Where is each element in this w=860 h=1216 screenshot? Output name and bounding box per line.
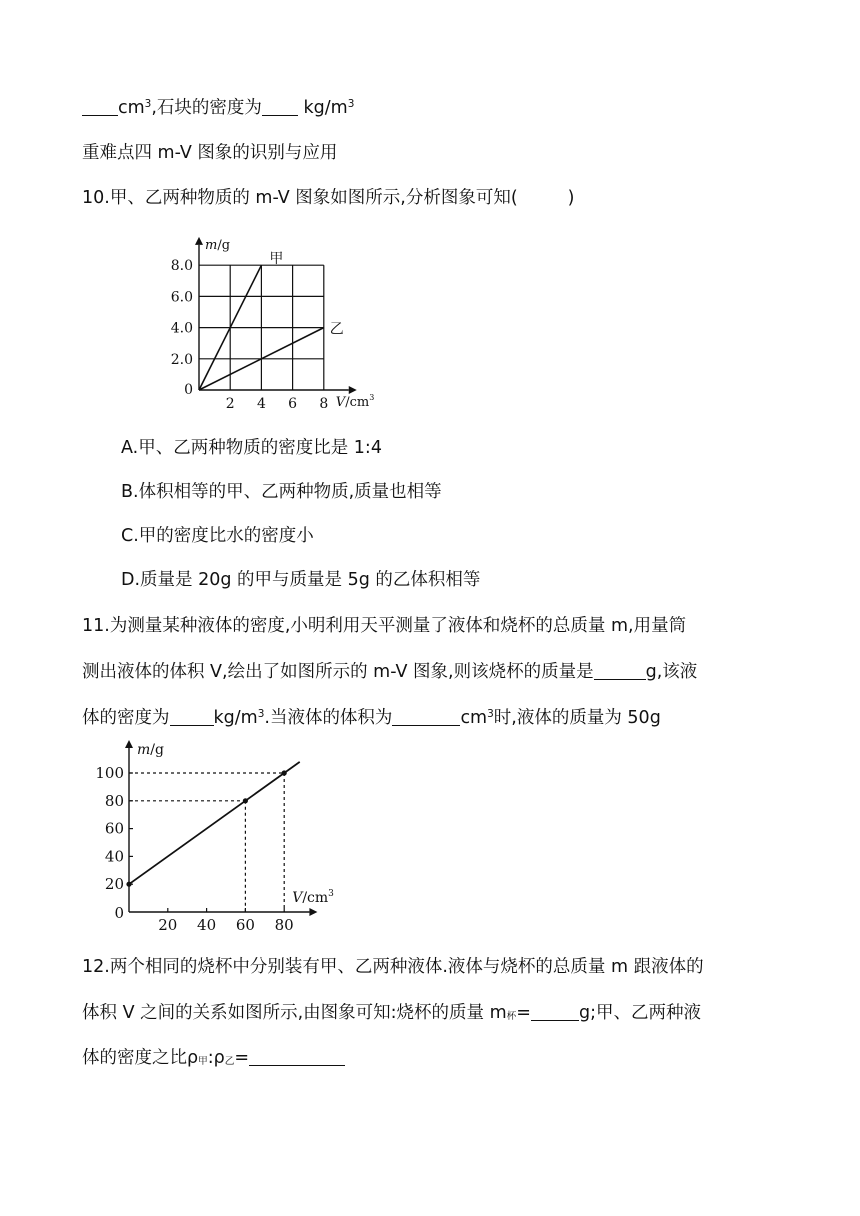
answer-blank [531,1003,579,1022]
series-label-yi: 乙 [329,321,344,338]
x-axis-label: $V/cm^3$ [292,889,334,907]
series-label-jia: 甲 [269,251,284,268]
y-axis-arrow [125,740,133,748]
y-tick-label: 8.0 [170,258,193,275]
answer-blank [594,662,646,681]
x-axis-arrow [309,908,317,916]
y-axis-arrow [195,237,203,245]
y-tick-label: 40 [104,847,124,866]
data-point [243,798,248,803]
y-tick-label: 20 [104,875,124,894]
chart-mv-jia-yi [155,228,375,418]
y-tick-label: 6.0 [170,289,193,306]
section-title: 重难点四 m-V 图象的识别与应用 [82,143,338,163]
answer-blank [170,708,214,727]
q10-option-c: C.甲的密度比水的密度小 [121,526,314,546]
question-11-line-2: 测出液体的体积 V,绘出了如图所示的 m-V 图象,则该烧杯的质量是 g,该液 [82,662,698,682]
answer-blank [392,708,460,727]
y-axis-label: m/g [205,237,231,253]
x-axis-arrow [349,386,357,394]
data-point [126,882,131,887]
x-tick-label: 4 [256,396,266,412]
y-tick-label: 60 [104,819,124,838]
answer-blank [249,1048,345,1067]
chart-2-svg [92,728,352,938]
origin-label: 0 [184,382,193,398]
answer-blank [82,98,118,117]
previous-question-tail: $cm^3$,石块的密度为 $kg/m^3$ [82,94,354,119]
question-11-line-3: 体的密度为 $kg/m^3$.当液体的体积为 $cm^3$时,液体的质量为 50g [82,708,661,728]
q10-option-b: B.体积相等的甲、乙两种物质,质量也相等 [121,482,442,502]
chart-mv-beaker [92,728,352,938]
answer-blank [262,98,298,117]
y-tick-label: 4.0 [170,320,193,337]
x-tick-label: 60 [235,916,255,934]
origin-label: 0 [114,904,124,922]
question-12-line-1: 12.两个相同的烧杯中分别装有甲、乙两种液体.液体与烧杯的总质量 m 跟液体的 [82,957,704,977]
q10-option-d: D.质量是 20g 的甲与质量是 5g 的乙体积相等 [121,570,481,590]
question-12-line-2: 体积 V 之间的关系如图所示,由图象可知:烧杯的质量 $m_杯= g$;甲、乙两种液 [82,1003,701,1023]
data-point [282,770,287,775]
chart-1-svg [155,228,375,418]
x-tick-label: 80 [274,916,294,934]
y-tick-label: 80 [104,791,124,810]
y-tick-label: 2.0 [170,351,193,368]
q10-option-a: A.甲、乙两种物质的密度比是 1:4 [121,438,382,458]
question-12-line-3: 体的密度之比$\rho_甲:\rho_乙=$ [82,1044,345,1069]
y-tick-label: 100 [95,764,124,782]
x-tick-label: 6 [288,396,298,412]
x-tick-label: 2 [225,396,235,412]
x-axis-label: $V/cm^3$ [335,393,375,410]
x-tick-label: 40 [197,916,217,934]
x-tick-label: 8 [319,396,329,412]
y-axis-label: m/g [137,741,164,758]
question-10-stem: 10.甲、乙两种物质的 m-V 图象如图所示,分析图象可知( ) [82,188,575,208]
series-line [129,762,300,884]
question-11-line-1: 11.为测量某种液体的密度,小明利用天平测量了液体和烧杯的总质量 m,用量筒 [82,616,687,636]
x-tick-label: 20 [158,916,178,934]
